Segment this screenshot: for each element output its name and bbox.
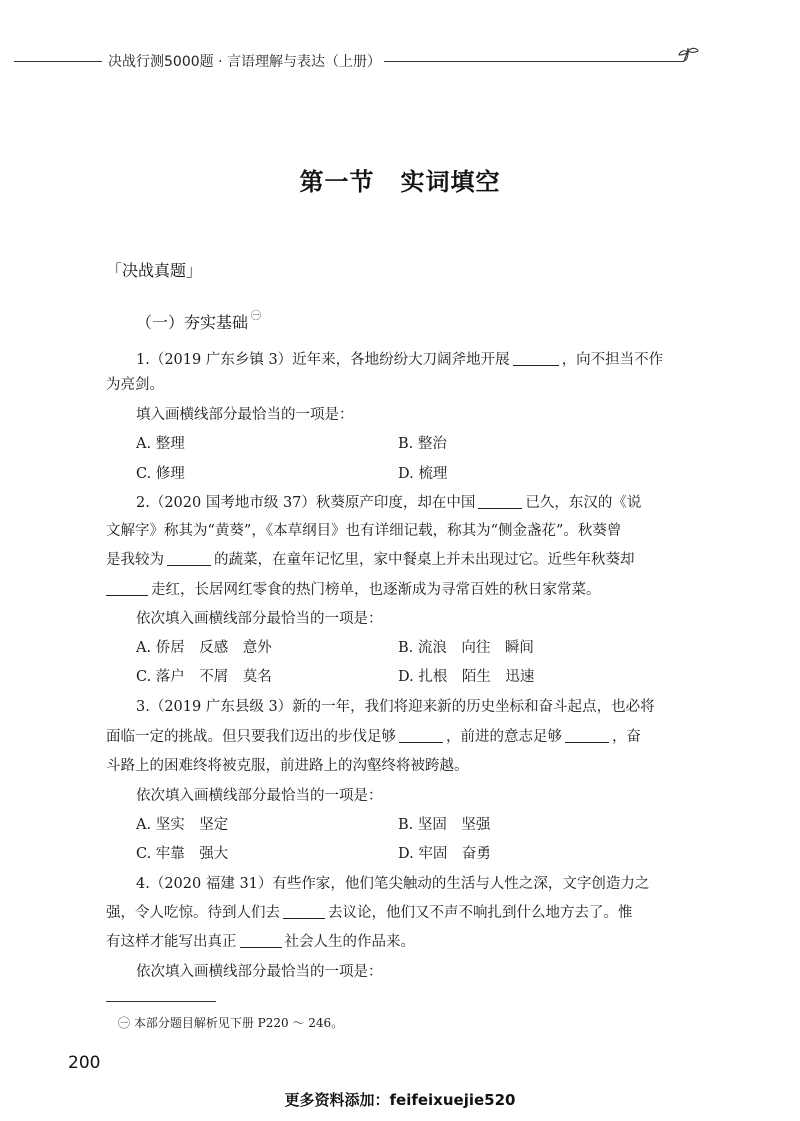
sprout-icon: [676, 46, 712, 76]
question-3-line-3: 斗路上的困难终将被克服，前进路上的沟壑终将被跨越。: [106, 758, 469, 774]
question-3-option-c: C. 牢靠 强大: [136, 846, 229, 862]
real-exam-heading: 「决战真题」: [106, 261, 203, 280]
section-name: 实词填空: [400, 168, 501, 196]
question-4-line-1: 4.（2020 福建 31）有些作家，他们笔尖触动的生活与人性之深，文字创造力之: [136, 876, 650, 892]
question-4-line-2: 强，令人吃惊。待到人们去 去议论，他们又不声不响扎到什么地方去了。惟: [106, 905, 633, 921]
header-rule-left: [14, 61, 102, 62]
question-3-line-2: 面临一定的挑战。但只要我们迈出的步伐足够 ，前进的意志足够 ，奋: [106, 729, 641, 745]
running-title: 决战行测5000题 · 言语理解与表达（上册）: [108, 54, 381, 70]
question-3-option-a: A. 坚实 坚定: [136, 817, 229, 833]
question-2-line-4: 走红，长居网红零食的热门榜单，也逐渐成为寻常百姓的秋日家常菜。: [106, 580, 601, 600]
question-2-line-3: 是我较为 的蔬菜，在童年记忆里，家中餐桌上并未出现过它。近些年秋葵却: [106, 552, 635, 568]
question-1-option-a: A. 整理: [136, 436, 185, 452]
question-2-option-d: D. 扎根 陌生 迅速: [398, 669, 535, 685]
answer-blank: [565, 729, 609, 743]
question-2-option-c: C. 落户 不屑 莫名: [136, 669, 272, 685]
question-1-line-2: 为亮剑。: [106, 377, 164, 393]
answer-blank: [513, 352, 559, 366]
question-1-line-1: 1.（2019 广东乡镇 3）近年来，各地纷纷大刀阔斧地开展 ，向不担当不作: [136, 352, 664, 368]
ad-text: 更多资料添加：feifeixuejie520: [284, 1091, 516, 1109]
footnote-rule: [106, 1001, 216, 1002]
question-4-line-3: 有这样才能写出真正 社会人生的作品来。: [106, 934, 415, 950]
answer-blank: [283, 905, 325, 919]
answer-blank: [106, 582, 148, 596]
question-2-line-1: 2.（2020 国考地市级 37）秋葵原产印度，却在中国 已久，东汉的《说: [136, 495, 642, 511]
question-3-prompt: 依次填入画横线部分最恰当的一项是：: [136, 788, 383, 804]
footnote-marker: ㊀: [251, 311, 262, 322]
section-title: [0, 162, 800, 197]
section-number: 第一节: [299, 168, 375, 196]
answer-blank: [240, 934, 282, 948]
answer-blank: [167, 552, 211, 566]
footnote: ㊀ 本部分题目解析见下册 P220 ～ 246。: [118, 1016, 344, 1030]
answer-blank: [399, 729, 443, 743]
question-3-line-1: 3.（2019 广东县级 3）新的一年，我们将迎来新的历史坐标和奋斗起点，也必将: [136, 699, 655, 715]
question-4-prompt: 依次填入画横线部分最恰当的一项是：: [136, 964, 383, 980]
header-rule-right: [384, 61, 684, 62]
question-2-line-2: 文解字》称其为“黄葵”，《本草纲目》也有详细记载，称其为“侧金盏花”。秋葵曾: [106, 523, 622, 539]
question-1-option-b: B. 整治: [398, 436, 447, 452]
answer-blank: [478, 495, 522, 509]
subsection-heading: [136, 310, 261, 333]
question-2-option-b: B. 流浪 向往 瞬间: [398, 640, 534, 656]
question-3-option-b: B. 坚固 坚强: [398, 817, 491, 833]
question-2-option-a: A. 侨居 反感 意外: [136, 640, 272, 656]
question-1-option-c: C. 修理: [136, 466, 185, 482]
subsection-title: （一）夯实基础: [136, 313, 249, 332]
question-3-option-d: D. 牢固 奋勇: [398, 846, 491, 862]
page-number: 200: [68, 1053, 101, 1073]
running-header: [0, 46, 800, 76]
question-1-prompt: 填入画横线部分最恰当的一项是：: [136, 407, 354, 423]
question-2-prompt: 依次填入画横线部分最恰当的一项是：: [136, 611, 383, 627]
question-1-option-d: D. 梳理: [398, 466, 448, 482]
